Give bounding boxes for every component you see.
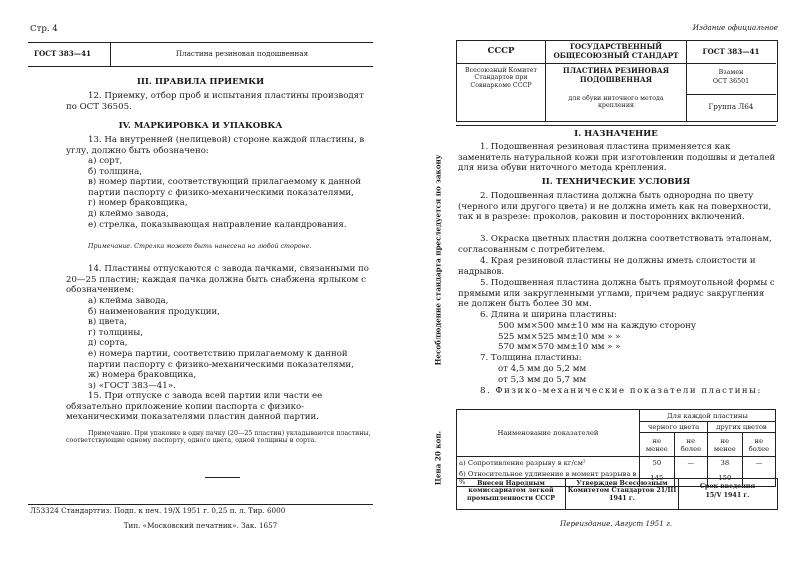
p14-items — [88, 296, 373, 391]
table-cell: — — [742, 470, 775, 487]
table-cell: 145 — [640, 470, 675, 487]
section2-title: II. ТЕХНИЧЕСКИЕ УСЛОВИЯ — [541, 177, 691, 187]
table-header-group: Для каждой пластины — [640, 410, 776, 422]
group-label: Группа Л64 — [708, 102, 754, 111]
list-item: е) стрелка, показывающая направление каландрования. — [88, 219, 347, 230]
header-gost: ГОСТ 383—41 — [702, 47, 760, 56]
table-cell: 50 — [640, 457, 675, 470]
p3: 3. Окраска цветных пластин должна соответствовать эталонам, согласованным с потребителем. — [458, 234, 772, 255]
p4: 4. Края резиновой пластины не должны иметь слоистости и надрывов. — [458, 256, 756, 277]
table-header-name: Наименование показателей — [457, 410, 640, 457]
table-header-min: не менее — [708, 433, 743, 457]
list-item: от 4,5 мм до 5,2 мм — [498, 364, 587, 374]
list-item: д) клеймо завода, — [88, 208, 169, 219]
introduced-by: Внесен Народным комиссариатом легкой промышленности СССР — [467, 480, 555, 502]
list-item: 500 мм×500 мм±10 мм на каждую сторону — [498, 321, 696, 331]
table-header-max: не более — [674, 433, 707, 457]
end-rule — [205, 477, 240, 478]
p1: 1. Подошвенная резиновая пластина применяется как заменитель натуральной кожи при изготовлении подошвы и деталей для низа обуви ниточного метода крепления. — [458, 142, 776, 174]
p5: 5. Подошвенная пластина должна быть прямоугольной формы с прямыми или закругленными углами, причем радиус закругления не должен быть более 30 мм. — [458, 278, 775, 310]
page-number: Стр. 4 — [30, 24, 58, 34]
table-header-other: других цветов — [708, 422, 776, 433]
p15: 15. При отпуске с завода всей партии или части ее обязательно приложение копии паспорта с физико-механическими показателями пластин данной партии. — [66, 391, 323, 423]
p8: 8. Физико-механические показатели пластины: — [480, 386, 762, 396]
note-1: Примечание. Стрелка может быть нанесена на любой стороне. — [88, 243, 312, 250]
section4-title: IV. МАРКИРОВКА И УПАКОВКА — [118, 121, 283, 131]
table-cell: — — [742, 457, 775, 470]
section3-title: III. ПРАВИЛА ПРИЕМКИ — [136, 77, 265, 87]
list-item: д) сорта, — [88, 338, 128, 349]
list-item: от 5,3 мм до 5,7 мм — [498, 374, 587, 385]
table-header-max: не более — [742, 433, 775, 457]
effective-date: 15/V 1941 г. — [705, 492, 750, 499]
p2: 2. Подошвенная пластина должна быть однородна по цвету (черного или другого цвета) и не должна иметь как на поверхности, так и в разрезе: проколов, раковин и посторонних включений. — [458, 191, 772, 223]
table-cell: — — [674, 470, 707, 487]
p14-intro: 14. Пластины отпускаются с завода пачками, связанными по 20—25 пластин; каждая пачка должна быть снабжена ярлыком с обозначением: — [66, 264, 369, 296]
list-item: з) «ГОСТ 383—41». — [88, 380, 176, 391]
price-label: Цена 20 коп. — [433, 430, 443, 486]
list-item: в) цвета, — [88, 317, 127, 328]
p13-intro: 13. На внутренней (нелицевой) стороне каждой пластины, в углу, должно быть обозначено: — [66, 135, 365, 156]
p12: 12. Приемку, отбор проб и испытания пластины производят по ОСТ 36505. — [66, 91, 364, 112]
list-item: б) наименования продукции, — [88, 306, 220, 317]
effective-label: Срок введения — [699, 483, 756, 490]
imprint-line-1: Л53324 Стандартгиз. Подп. к печ. 19/X 1951 г. 0,25 п. л. Тир. 6000 — [30, 506, 286, 515]
standard-subtitle: для обуви ниточного метода крепления — [568, 95, 664, 110]
list-item: г) толщины, — [88, 327, 143, 338]
table-cell: 150 — [708, 470, 743, 487]
table-cell: 38 — [708, 457, 743, 470]
state-standard-label: ГОСУДАРСТВЕННЫЙ ОБЩЕСОЮЗНЫЙ СТАНДАРТ — [553, 42, 679, 60]
p13-items — [88, 156, 373, 230]
p7: 7. Толщина пластины: — [480, 353, 582, 363]
list-item: е) номера партии, соответствию прилагаемому к данной партии паспорту с физико-механическими показателями, — [88, 348, 354, 370]
standard-title: ПЛАСТИНА РЕЗИНОВАЯ ПОДОШВЕННАЯ — [562, 66, 670, 84]
p6: 6. Длина и ширина пластины: — [480, 310, 617, 320]
reprint-note: Переиздание. Август 1951 г. — [560, 519, 672, 528]
imprint-line-2: Тип. «Московский печатник». Зак. 1657 — [123, 521, 278, 530]
list-item: 570 мм×570 мм±10 мм » » — [498, 342, 621, 353]
table-header-min: не менее — [640, 433, 675, 457]
list-item: ж) номера браковщика, — [88, 370, 197, 381]
dimensions-list — [498, 321, 768, 353]
list-item: а) клейма завода, — [88, 296, 169, 306]
list-item: г) номер браковщика, — [88, 198, 188, 209]
side-legal-notice: Несоблюдение стандарта преследуется по закону — [433, 154, 443, 366]
note-2: Примечание. При упаковке в одну пачку (20—25 пластин) укладываются пластины, соответствующие одному паспорту, одного цвета, одной толщины и сорта. — [66, 430, 371, 445]
right-page — [400, 0, 800, 566]
table-header-black: черного цвета — [640, 422, 708, 433]
list-item: в) номер партии, соответствующий прилагаемому к данной партии паспорту с физико-механическими показателями, — [88, 177, 362, 198]
table-cell: — — [674, 457, 707, 470]
table-row — [457, 457, 776, 470]
header-gost: ГОСТ 383—41 — [34, 49, 91, 58]
header-title: Пластина резиновая подошвенная — [175, 49, 309, 58]
properties-table — [456, 409, 776, 487]
table-cell-name: а) Сопротивление разрыву в кг/см² — [457, 457, 640, 470]
list-item: б) толщина, — [88, 166, 142, 177]
committee-label: Всесоюзный Комитет Стандартов при Совнаркоме СССР — [465, 67, 537, 89]
list-item: 525 мм×525 мм±10 мм » » — [498, 331, 621, 342]
list-item: а) сорт, — [88, 156, 123, 166]
approved-by: Утвержден Всесоюзным Комитетом Стандартов 21/III 1941 г. — [567, 480, 677, 502]
replaces-value: ОСТ 36501 — [712, 78, 750, 85]
ussr-label: СССР — [487, 46, 515, 56]
section1-title: I. НАЗНАЧЕНИЕ — [574, 129, 658, 139]
table-cell-name: б) Относительное удлинение в момент разрыва в % — [457, 470, 640, 487]
edition-label: Издание официальное — [692, 23, 778, 32]
replaces-label: Взамен — [718, 69, 744, 76]
thickness-list — [498, 364, 768, 385]
